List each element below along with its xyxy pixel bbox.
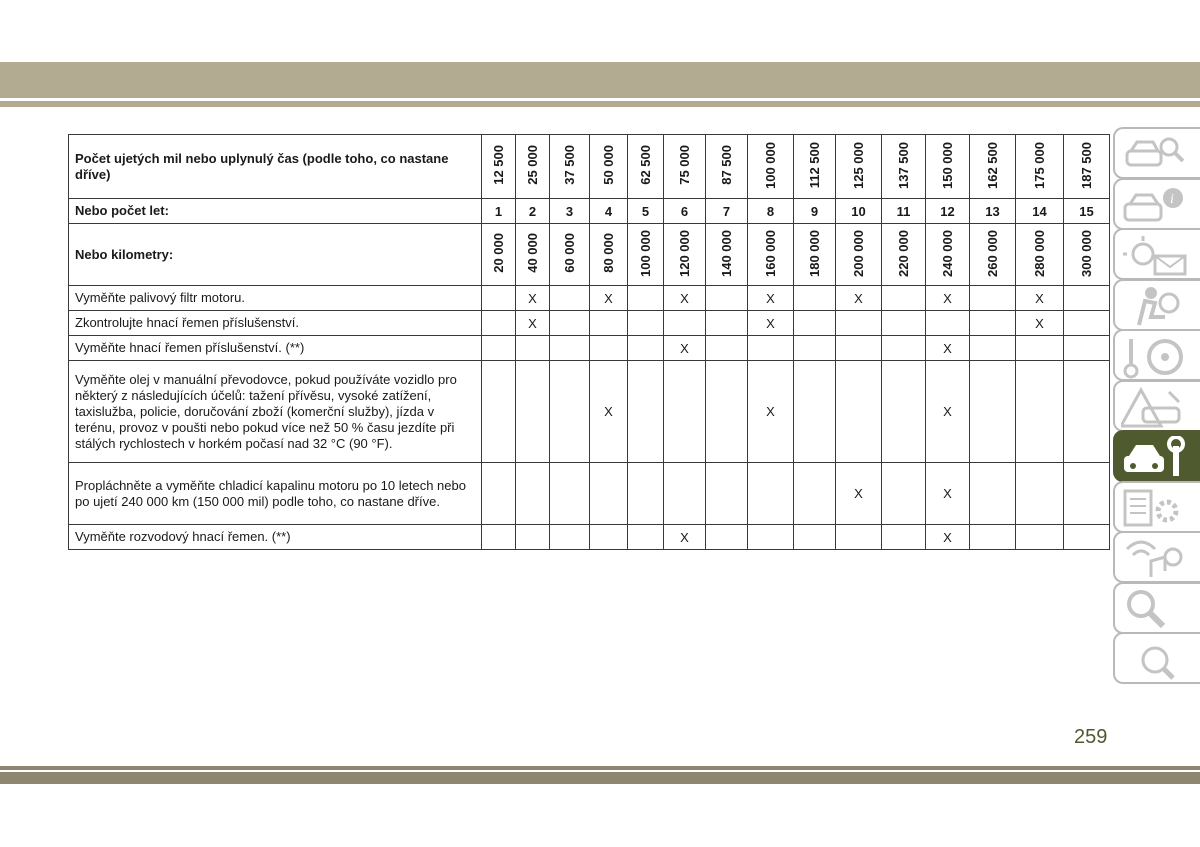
schedule-mark-cell: [706, 286, 748, 311]
schedule-mark-cell: [926, 311, 970, 336]
schedule-mark-cell: [836, 525, 882, 550]
schedule-mark-cell: X: [748, 286, 794, 311]
km-header-cell: [926, 224, 970, 286]
schedule-mark-cell: [482, 286, 516, 311]
miles-value: 12 500: [491, 145, 506, 185]
schedule-mark-cell: [628, 463, 664, 525]
miles-value: 50 000: [601, 145, 616, 185]
chapter-tab[interactable]: [1113, 127, 1200, 179]
miles-header-label: Počet ujetých mil nebo uplynulý čas (podle toho, co nastane dříve): [69, 135, 482, 199]
km-header-cell: [516, 224, 550, 286]
miles-value: 187 500: [1079, 141, 1094, 189]
schedule-mark-cell: [706, 361, 748, 463]
miles-value: 137 500: [896, 141, 911, 189]
maintenance-schedule-table: [68, 134, 1110, 550]
schedule-mark-cell: [1064, 286, 1110, 311]
schedule-mark-cell: [836, 361, 882, 463]
schedule-mark-cell: [550, 336, 590, 361]
schedule-mark-cell: [1016, 525, 1064, 550]
schedule-mark-cell: [1016, 336, 1064, 361]
schedule-mark-cell: [516, 361, 550, 463]
schedule-mark-cell: [590, 311, 628, 336]
schedule-mark-cell: [1064, 463, 1110, 525]
table-row: [69, 463, 1110, 525]
miles-value: 112 500: [807, 141, 822, 189]
schedule-mark-cell: X: [1016, 286, 1064, 311]
km-header-cell: [1064, 224, 1110, 286]
schedule-mark-cell: [1064, 361, 1110, 463]
schedule-mark-cell: [482, 361, 516, 463]
miles-header-cell: [882, 135, 926, 199]
km-value: 260 000: [985, 229, 1000, 277]
table-row: [69, 311, 1110, 336]
schedule-mark-cell: [836, 311, 882, 336]
km-value: 220 000: [896, 229, 911, 277]
km-header-cell: [706, 224, 748, 286]
km-header-cell: [970, 224, 1016, 286]
years-header-cell: 1: [482, 199, 516, 224]
years-header-cell: 3: [550, 199, 590, 224]
schedule-mark-cell: [516, 525, 550, 550]
schedule-mark-cell: X: [1016, 311, 1064, 336]
chapter-tab[interactable]: [1113, 481, 1200, 533]
km-header-cell: [550, 224, 590, 286]
years-header-cell: 10: [836, 199, 882, 224]
miles-header-cell: [1016, 135, 1064, 199]
schedule-mark-cell: [794, 361, 836, 463]
schedule-mark-cell: [590, 463, 628, 525]
schedule-mark-cell: X: [926, 525, 970, 550]
schedule-mark-cell: [882, 463, 926, 525]
schedule-mark-cell: [550, 463, 590, 525]
km-value: 100 000: [638, 229, 653, 277]
schedule-mark-cell: [794, 311, 836, 336]
km-value: 120 000: [677, 229, 692, 277]
schedule-mark-cell: [970, 525, 1016, 550]
miles-value: 62 500: [638, 145, 653, 185]
footer-rule: [0, 766, 1200, 770]
miles-value: 25 000: [525, 145, 540, 185]
chapter-tab[interactable]: [1113, 632, 1200, 684]
years-header-cell: 14: [1016, 199, 1064, 224]
schedule-mark-cell: X: [664, 336, 706, 361]
miles-value: 75 000: [677, 145, 692, 185]
schedule-mark-cell: [628, 286, 664, 311]
maintenance-item-label: Propláchněte a vyměňte chladicí kapalinu motoru po 10 letech nebo po ujetí 240 000 km (150 000 mil) podle toho, co nastane dříve.: [69, 463, 482, 525]
schedule-mark-cell: [882, 525, 926, 550]
schedule-mark-cell: [706, 336, 748, 361]
chapter-tab[interactable]: [1113, 329, 1200, 381]
km-value: 280 000: [1032, 229, 1047, 277]
years-header-cell: 4: [590, 199, 628, 224]
table-row: [69, 361, 1110, 463]
schedule-mark-cell: X: [516, 286, 550, 311]
schedule-mark-cell: [882, 311, 926, 336]
schedule-mark-cell: X: [590, 361, 628, 463]
schedule-mark-cell: X: [664, 525, 706, 550]
schedule-mark-cell: [516, 463, 550, 525]
km-value: 60 000: [562, 233, 577, 273]
schedule-mark-cell: [590, 525, 628, 550]
schedule-mark-cell: [706, 525, 748, 550]
schedule-mark-cell: X: [926, 463, 970, 525]
schedule-mark-cell: X: [836, 286, 882, 311]
years-header-cell: 2: [516, 199, 550, 224]
miles-header-cell: [550, 135, 590, 199]
schedule-mark-cell: [706, 463, 748, 525]
schedule-mark-cell: [664, 311, 706, 336]
schedule-mark-cell: [970, 336, 1016, 361]
svg-text:i: i: [1170, 191, 1174, 207]
years-header-cell: 12: [926, 199, 970, 224]
page-number: 259: [1074, 726, 1108, 748]
schedule-mark-cell: [794, 336, 836, 361]
schedule-mark-cell: [970, 286, 1016, 311]
km-header-row: [69, 224, 1110, 286]
schedule-mark-cell: [748, 463, 794, 525]
schedule-mark-cell: [970, 311, 1016, 336]
header-band: [0, 62, 1200, 98]
years-header-cell: 5: [628, 199, 664, 224]
miles-header-cell: [836, 135, 882, 199]
schedule-mark-cell: [970, 463, 1016, 525]
schedule-mark-cell: [482, 463, 516, 525]
chapter-tab[interactable]: [1113, 380, 1200, 432]
schedule-mark-cell: X: [926, 361, 970, 463]
years-header-cell: 11: [882, 199, 926, 224]
schedule-mark-cell: [482, 525, 516, 550]
miles-header-cell: [706, 135, 748, 199]
schedule-mark-cell: X: [748, 311, 794, 336]
schedule-mark-cell: [882, 336, 926, 361]
schedule-mark-cell: [664, 361, 706, 463]
schedule-mark-cell: [550, 311, 590, 336]
km-header-cell: [590, 224, 628, 286]
years-header-row: [69, 199, 1110, 224]
km-header-cell: [882, 224, 926, 286]
miles-header-cell: [794, 135, 836, 199]
schedule-mark-cell: X: [926, 286, 970, 311]
schedule-mark-cell: [1064, 525, 1110, 550]
schedule-mark-cell: [1016, 361, 1064, 463]
schedule-mark-cell: [970, 361, 1016, 463]
header-rule: [0, 101, 1200, 107]
schedule-mark-cell: [794, 525, 836, 550]
km-value: 200 000: [851, 229, 866, 277]
chapter-tab[interactable]: [1113, 531, 1200, 583]
schedule-mark-cell: [882, 361, 926, 463]
schedule-mark-cell: [794, 286, 836, 311]
km-value: 240 000: [940, 229, 955, 277]
chapter-tab[interactable]: [1113, 178, 1200, 230]
km-value: 80 000: [601, 233, 616, 273]
schedule-mark-cell: [482, 336, 516, 361]
miles-header-cell: [664, 135, 706, 199]
schedule-mark-cell: [664, 463, 706, 525]
schedule-mark-cell: [748, 336, 794, 361]
km-value: 180 000: [807, 229, 822, 277]
schedule-mark-cell: [628, 311, 664, 336]
miles-value: 100 000: [763, 141, 778, 189]
schedule-mark-cell: X: [664, 286, 706, 311]
schedule-mark-cell: X: [590, 286, 628, 311]
chapter-tab[interactable]: [1113, 279, 1200, 331]
km-value: 20 000: [491, 233, 506, 273]
footer-band: [0, 772, 1200, 784]
schedule-mark-cell: [1064, 336, 1110, 361]
miles-header-cell: [970, 135, 1016, 199]
years-header-cell: 6: [664, 199, 706, 224]
km-header-cell: [836, 224, 882, 286]
schedule-mark-cell: [628, 525, 664, 550]
miles-header-cell: [516, 135, 550, 199]
maintenance-rows: [69, 286, 1110, 550]
miles-value: 175 000: [1032, 141, 1047, 189]
chapter-tab[interactable]: [1113, 430, 1200, 482]
schedule-mark-cell: [590, 336, 628, 361]
table-row: [69, 336, 1110, 361]
years-header-cell: 8: [748, 199, 794, 224]
schedule-mark-cell: [482, 311, 516, 336]
km-header-cell: [628, 224, 664, 286]
km-value: 140 000: [719, 229, 734, 277]
table-row: [69, 286, 1110, 311]
miles-value: 150 000: [940, 141, 955, 189]
chapter-tab[interactable]: [1113, 582, 1200, 634]
schedule-mark-cell: [1016, 463, 1064, 525]
schedule-mark-cell: [628, 336, 664, 361]
km-header-cell: [794, 224, 836, 286]
table-row: [69, 525, 1110, 550]
schedule-mark-cell: [882, 286, 926, 311]
schedule-mark-cell: [628, 361, 664, 463]
miles-header-cell: [628, 135, 664, 199]
chapter-tab[interactable]: [1113, 228, 1200, 280]
miles-header-cell: [590, 135, 628, 199]
miles-value: 87 500: [719, 145, 734, 185]
years-header-cell: 13: [970, 199, 1016, 224]
schedule-mark-cell: X: [748, 361, 794, 463]
schedule-mark-cell: [836, 336, 882, 361]
miles-header-cell: [748, 135, 794, 199]
maintenance-item-label: Vyměňte hnací řemen příslušenství. (**): [69, 336, 482, 361]
schedule-mark-cell: X: [516, 311, 550, 336]
schedule-mark-cell: [550, 525, 590, 550]
schedule-mark-cell: [794, 463, 836, 525]
maintenance-item-label: Vyměňte olej v manuální převodovce, pokud používáte vozidlo pro některý z následujících účelů: tažení přívěsu, vysoké zatížení, taxislužba, policie, doručování zboží (komerční služby), jízda v terénu, provoz v poušti nebo pokud více než 50 % času jezdíte při stálých rychlostech v horkém počasí nad 32 °C (90 °F).: [69, 361, 482, 463]
miles-header-cell: [1064, 135, 1110, 199]
schedule-mark-cell: [550, 286, 590, 311]
miles-value: 37 500: [562, 145, 577, 185]
miles-value: 162 500: [985, 141, 1000, 189]
years-header-cell: 7: [706, 199, 748, 224]
km-header-cell: [748, 224, 794, 286]
schedule-mark-cell: X: [926, 336, 970, 361]
schedule-mark-cell: [516, 336, 550, 361]
miles-value: 125 000: [851, 141, 866, 189]
km-header-cell: [482, 224, 516, 286]
km-value: 300 000: [1079, 229, 1094, 277]
maintenance-item-label: Vyměňte rozvodový hnací řemen. (**): [69, 525, 482, 550]
km-header-label: Nebo kilometry:: [69, 224, 482, 286]
miles-header-cell: [926, 135, 970, 199]
miles-header-cell: [482, 135, 516, 199]
km-value: 40 000: [525, 233, 540, 273]
schedule-mark-cell: [748, 525, 794, 550]
maintenance-item-label: Vyměňte palivový filtr motoru.: [69, 286, 482, 311]
schedule-mark-cell: X: [836, 463, 882, 525]
maintenance-item-label: Zkontrolujte hnací řemen příslušenství.: [69, 311, 482, 336]
years-header-cell: 15: [1064, 199, 1110, 224]
km-header-cell: [664, 224, 706, 286]
schedule-mark-cell: [1064, 311, 1110, 336]
miles-header-row: [69, 135, 1110, 199]
schedule-mark-cell: [550, 361, 590, 463]
km-value: 160 000: [763, 229, 778, 277]
schedule-mark-cell: [706, 311, 748, 336]
years-header-label: Nebo počet let:: [69, 199, 482, 224]
years-header-cell: 9: [794, 199, 836, 224]
km-header-cell: [1016, 224, 1064, 286]
